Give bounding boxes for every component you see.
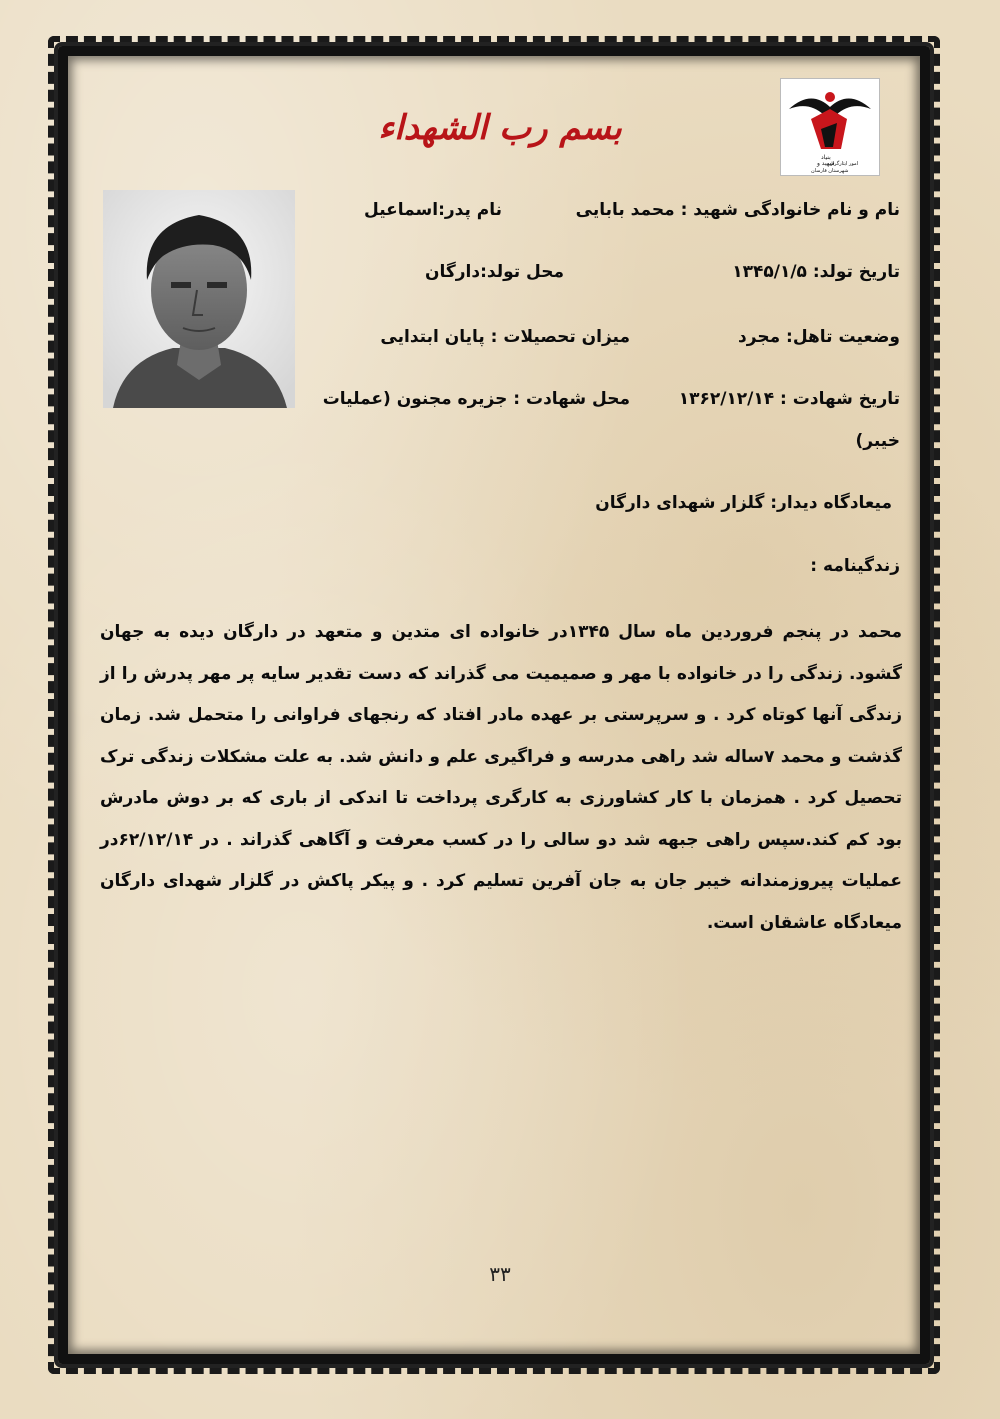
martyrdom-place-continued: خیبر)	[855, 431, 900, 451]
page-number: ۳۳	[489, 1262, 511, 1286]
logo-text-1: بنیاد	[821, 154, 831, 161]
martyr-name: نام و نام خانوادگی شهید : محمد بابایی	[575, 200, 900, 220]
father-name: نام پدر:اسماعیل	[364, 200, 502, 220]
biography-text: محمد در پنجم فروردین ماه سال ۱۳۴۵در خانواده ای متدین و متعهد در دارگان دیده به جهان گشود. زندگی را در خانواده با مهر و صمیمیت می گذراند که دست تقدیر سایه پر مهر پدرش را از زندگی آنها کوتاه کرد . و سرپرستی بر عهده مادر افتاد که رنجهای فراوانی را متحمل شد. زمان گذشت و محمد ۷ساله شد راهی مدرسه و فراگیری علم و دانش شد. به علت مشکلات زندگی ترک تحصیل کرد . همزمان با کار کشاورزی به کارگری پرداخت تا اندکی از باری که بر دوش مادرش بود کم کند.سپس راهی جبهه شد دو سالی را در کسب معرفت و آگاهی گذراند . در ۶۲/۱۲/۱۴در عملیات پیروزمندانه خیبر جان به جان آفرین تسلیم کرد . و پیکر پاکش در گلزار شهدای دارگان میعادگاه عاشقان است.	[100, 622, 903, 933]
logo-emblem-icon	[781, 79, 879, 175]
page-title: بسم رب الشهداء	[378, 108, 622, 148]
portrait-image	[103, 190, 295, 408]
martyr-portrait	[103, 190, 295, 408]
education-level: میزان تحصیلات : پایان ابتدایی	[380, 327, 630, 347]
martyrdom-date: تاریخ شهادت : ۱۳۶۲/۱۲/۱۴	[678, 389, 900, 409]
martyrdom-place: محل شهادت : جزیره مجنون (عملیات	[322, 389, 630, 409]
martyrs-foundation-logo	[780, 78, 880, 176]
biography-heading: زندگینامه :	[810, 556, 900, 576]
logo-text-3: امور ایثارگران	[829, 161, 859, 167]
meeting-place: میعادگاه دیدار: گلزار شهدای دارگان	[595, 493, 892, 513]
birth-place: محل تولد:دارگان	[424, 262, 564, 282]
logo-text-2: شهید و	[817, 160, 835, 167]
birth-date: تاریخ تولد: ۱۳۴۵/۱/۵	[732, 262, 900, 282]
marital-status: وضعیت تاهل: مجرد	[738, 327, 900, 347]
logo-text-4: شهرستان فارسان	[811, 168, 849, 174]
